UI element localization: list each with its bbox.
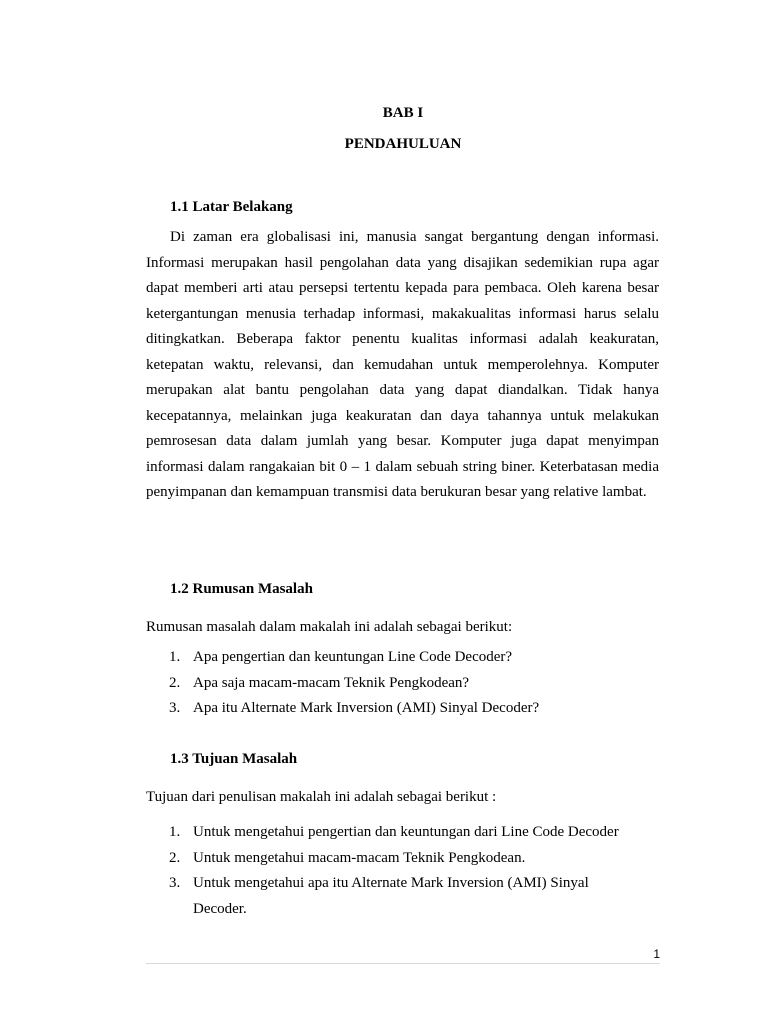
footer-divider	[146, 963, 660, 964]
tujuan-masalah-list	[146, 820, 660, 922]
list-item-number: 3.	[169, 875, 181, 891]
list-item-text: Untuk mengetahui macam-macam Teknik Pengkodean.	[193, 849, 526, 866]
tujuan-masalah-intro: Tujuan dari penulisan makalah ini adalah sebagai berikut :	[146, 789, 497, 805]
list-item-number: 1.	[169, 824, 181, 840]
chapter-title: PENDAHULUAN	[344, 136, 462, 152]
section-heading-rumusan-masalah: 1.2 Rumusan Masalah	[170, 581, 313, 597]
list-item-text: Apa pengertian dan keuntungan Line Code Decoder?	[193, 649, 513, 665]
rumusan-masalah-list	[146, 645, 660, 722]
list-item	[146, 871, 601, 922]
list-item-text: Apa saja macam-macam Teknik Pengkodean?	[193, 674, 470, 691]
list-item	[146, 671, 660, 697]
list-item-number: 2.	[169, 674, 181, 691]
list-item-number: 1.	[169, 649, 181, 665]
list-item-text: Untuk mengetahui apa itu Alternate Mark Inversion (AMI) Sinyal Decoder.	[193, 875, 589, 917]
list-item-text: Untuk mengetahui pengertian dan keuntungan dari Line Code Decoder	[193, 824, 619, 840]
list-item-text: Apa itu Alternate Mark Inversion (AMI) Sinyal Decoder?	[193, 700, 540, 716]
page-number: 1	[653, 947, 660, 961]
chapter-label: BAB I	[382, 105, 424, 121]
list-item	[146, 846, 660, 872]
list-item-number: 2.	[169, 849, 181, 866]
latar-belakang-paragraph: Di zaman era globalisasi ini, manusia sangat bergantung dengan informasi. Informasi merupakan hasil pengolahan data yang disajikan sedemikian rupa agar dapat memberi arti atau persepsi tertentu kepada para pembaca. Oleh karena besar ketergantungan menusia terhadap informasi, makakualitas informasi harus selalu ditingkatkan. Beberapa faktor penentu kualitas informasi adalah keakuratan, ketepatan waktu, relevansi, dan kemudahan untuk memperolehnya. Komputer merupakan alat bantu pengolahan data yang dapat diandalkan. Tidak hanya kecepatannya, melainkan juga keakuratan dan daya tahannya untuk melakukan pemrosesan data dalam jumlah yang besar. Komputer juga dapat menyimpan informasi dalam rangakaian bit 0 – 1 dalam sebuah string biner. Keterbatasan media penyimpanan dan kemampuan transmisi data berukuran besar yang relative lambat.	[146, 229, 659, 500]
section-heading-latar-belakang: 1.1 Latar Belakang	[170, 199, 293, 215]
list-item	[146, 696, 660, 722]
list-item	[146, 820, 660, 846]
section-heading-tujuan-masalah: 1.3 Tujuan Masalah	[170, 751, 298, 767]
rumusan-masalah-intro: Rumusan masalah dalam makalah ini adalah sebagai berikut:	[146, 619, 513, 635]
list-item	[146, 645, 660, 671]
list-item-number: 3.	[169, 700, 181, 716]
